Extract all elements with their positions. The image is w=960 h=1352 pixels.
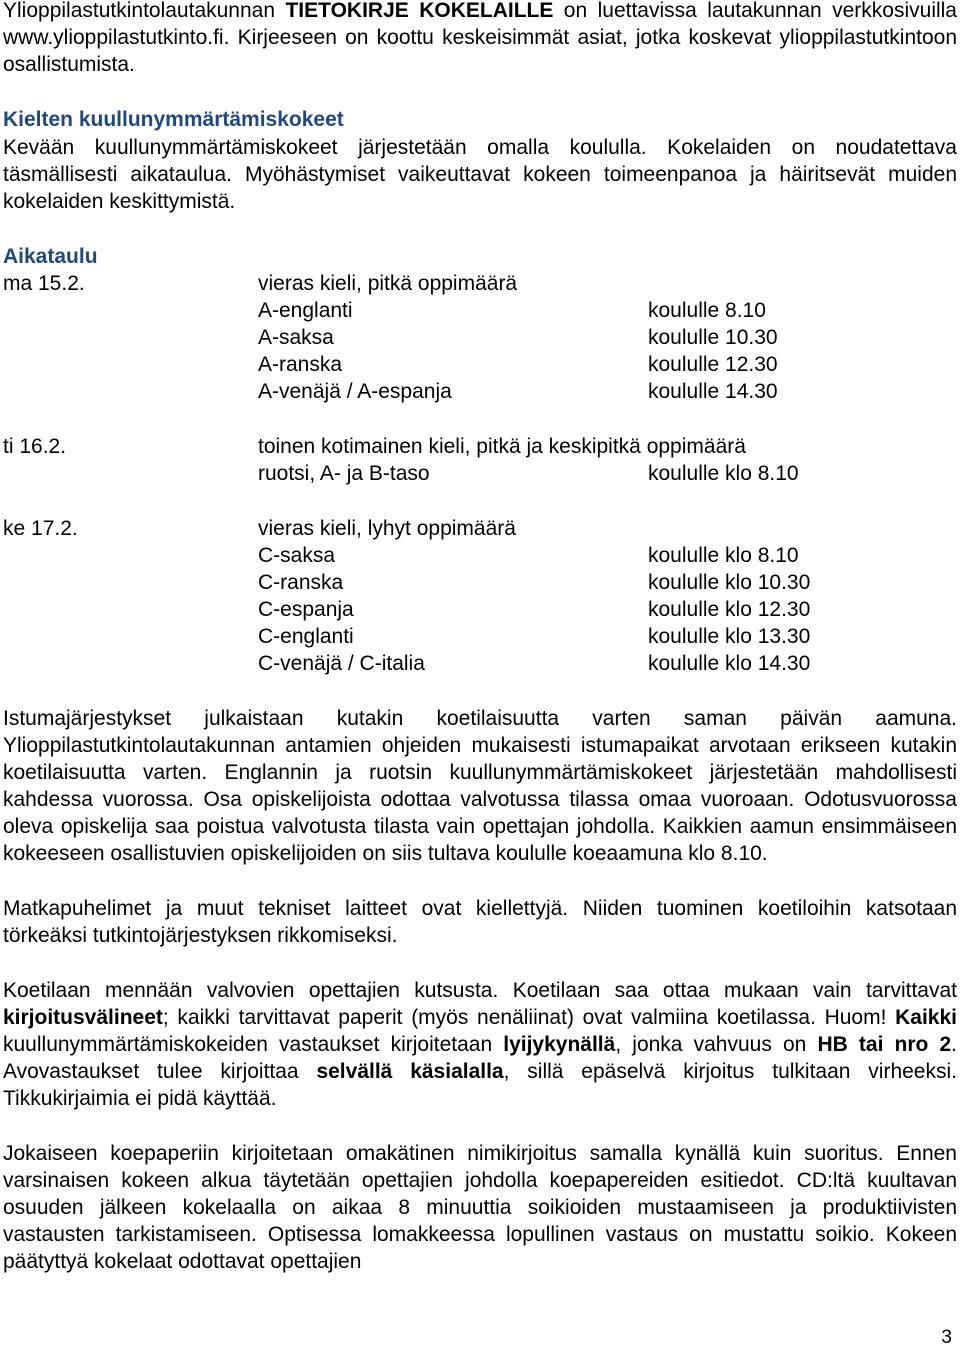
bold-term: kirjoitusvälineet (3, 1006, 163, 1029)
schedule-time: koululle 14.30 (648, 380, 778, 403)
schedule-item (3, 378, 957, 405)
schedule-day-2 (3, 433, 957, 487)
schedule-item (3, 623, 957, 650)
schedule-item (3, 650, 957, 677)
schedule-exam: C-englanti (258, 625, 354, 648)
schedule-item (3, 351, 957, 378)
schedule-day: ke 17.2. (3, 517, 78, 540)
schedule-time: koululle 8.10 (648, 299, 766, 322)
section-paragraph: Kevään kuullunymmärtämiskokeet järjestetään omalla koululla. Kokelaiden on noudatettava täsmällisesti aikataulua. Myöhästymiset vaikeuttavat kokeen toimeenpanoa ja häiritsevät muiden kokelaiden keskittymistä. (3, 136, 957, 213)
bold-term: HB tai nro 2 (817, 1033, 952, 1056)
schedule-day-row (3, 433, 957, 460)
schedule-exam: A-venäjä / A-espanja (258, 380, 452, 403)
schedule-item (3, 460, 957, 487)
schedule-time: koululle 10.30 (648, 326, 778, 349)
bold-term: Kaikki (895, 1006, 957, 1029)
schedule-subject: toinen kotimainen kieli, pitkä ja keskipitkä oppimäärä (258, 435, 746, 458)
schedule-exam: C-venäjä / C-italia (258, 652, 425, 675)
schedule-exam: A-englanti (258, 299, 353, 322)
document-page (3, 0, 957, 1275)
schedule-day-row (3, 515, 957, 542)
schedule-exam: C-saksa (258, 544, 336, 567)
schedule-day: ti 16.2. (3, 435, 67, 458)
schedule-exam: A-ranska (258, 353, 343, 376)
schedule-time: koululle klo 8.10 (648, 462, 799, 485)
schedule-exam: ruotsi, A- ja B-taso (258, 462, 430, 485)
entry-paragraph: Koetilaan mennään valvovien opettajien kutsusta. Koetilaan saa ottaa mukaan vain tarvittavat kirjoitusvälineet; kaikki tarvittavat paperit (myös nenäliinat) ovat valmiina koetilassa. Huom! Kaikki kuullunymmärtämiskokeiden vastaukset kirjoitetaan lyijykynällä, jonka vahvuus on HB tai nro 2. Avovastaukset tulee kirjoittaa selvällä käsialalla, sillä epäselvä kirjoitus tulkitaan virheeksi. Tikkukirjaimia ei pidä käyttää. (3, 979, 957, 1110)
schedule-day-3 (3, 515, 957, 677)
schedule-day-1 (3, 270, 957, 405)
intro-text: on luettavissa lautakunnan verkkosivuilla www.ylioppilastutkinto.fi. Kirjeeseen on koottu keskeisimmät asiat, jotka koskevat ylioppilastutkintoon osallistumista. (3, 0, 957, 76)
schedule-item (3, 297, 957, 324)
schedule-time: koululle klo 13.30 (648, 625, 811, 648)
schedule-subject: vieras kieli, pitkä oppimäärä (258, 272, 518, 295)
intro-paragraph (3, 0, 957, 78)
schedule-day: ma 15.2. (3, 272, 85, 295)
schedule-item (3, 324, 957, 351)
intro-text: Ylioppilastutkintolautakunnan (3, 0, 286, 22)
schedule-time: koululle klo 12.30 (648, 598, 811, 621)
schedule-time: koululle klo 8.10 (648, 544, 799, 567)
intro-bold-title: TIETOKIRJE KOKELAILLE (285, 0, 554, 22)
bold-term: lyijykynällä (503, 1033, 616, 1056)
seating-paragraph: Istumajärjestykset julkaistaan kutakin koetilaisuutta varten saman päivän aamuna. Ylioppilastutkintolautakunnan antamien ohjeiden mukaisesti istumapaikat arvotaan erikseen kutakin koetilaisuutta varten. Englannin ja ruotsin kuullunymmärtämiskokeet järjestetään mahdollisesti kahdessa vuorossa. Osa opiskelijoista odottaa valvotussa tilassa omaa vuoroaan. Odotusvuorossa oleva opiskelija saa poistua valvotusta tilasta vain opettajan johdolla. Kaikkien aamun ensimmäiseen kokeeseen osallistuvien opiskelijoiden on siis tultava koululle koeaamuna klo 8.10. (3, 707, 957, 865)
schedule-item (3, 542, 957, 569)
schedule-heading: Aikataulu (3, 245, 98, 268)
schedule-exam: C-ranska (258, 571, 344, 594)
section-heading: Kielten kuullunymmärtämiskokeet (3, 108, 344, 131)
schedule-time: koululle klo 10.30 (648, 571, 811, 594)
bold-term: selvällä käsialalla (316, 1060, 504, 1083)
schedule-time: koululle 12.30 (648, 353, 778, 376)
schedule-exam: A-saksa (258, 326, 334, 349)
schedule-item (3, 569, 957, 596)
page-number: 3 (941, 1327, 952, 1348)
schedule-day-row (3, 270, 957, 297)
signature-paragraph: Jokaiseen koepaperiin kirjoitetaan omakätinen nimikirjoitus samalla kynällä kuin suoritus. Ennen varsinaisen kokeen alkua täytetään opettajien johdolla koepapereiden esitiedot. CD:ltä kuultavan osuuden jälkeen kokelaalla on aikaa 8 minuuttia soikioiden mustaamiseen ja produktiivisten vastausten tarkistamiseen. Optisessa lomakkeessa lopullinen vastaus on mustattu soikio. Kokeen päätyttyä kokelaat odottavat opettajien (3, 1142, 957, 1273)
schedule-time: koululle klo 14.30 (648, 652, 811, 675)
schedule-subject: vieras kieli, lyhyt oppimäärä (258, 517, 516, 540)
phones-paragraph: Matkapuhelimet ja muut tekniset laitteet ovat kiellettyjä. Niiden tuominen koetiloihin katsotaan törkeäksi tutkintojärjestyksen rikkomiseksi. (3, 897, 957, 947)
schedule-item (3, 596, 957, 623)
schedule-exam: C-espanja (258, 598, 354, 621)
